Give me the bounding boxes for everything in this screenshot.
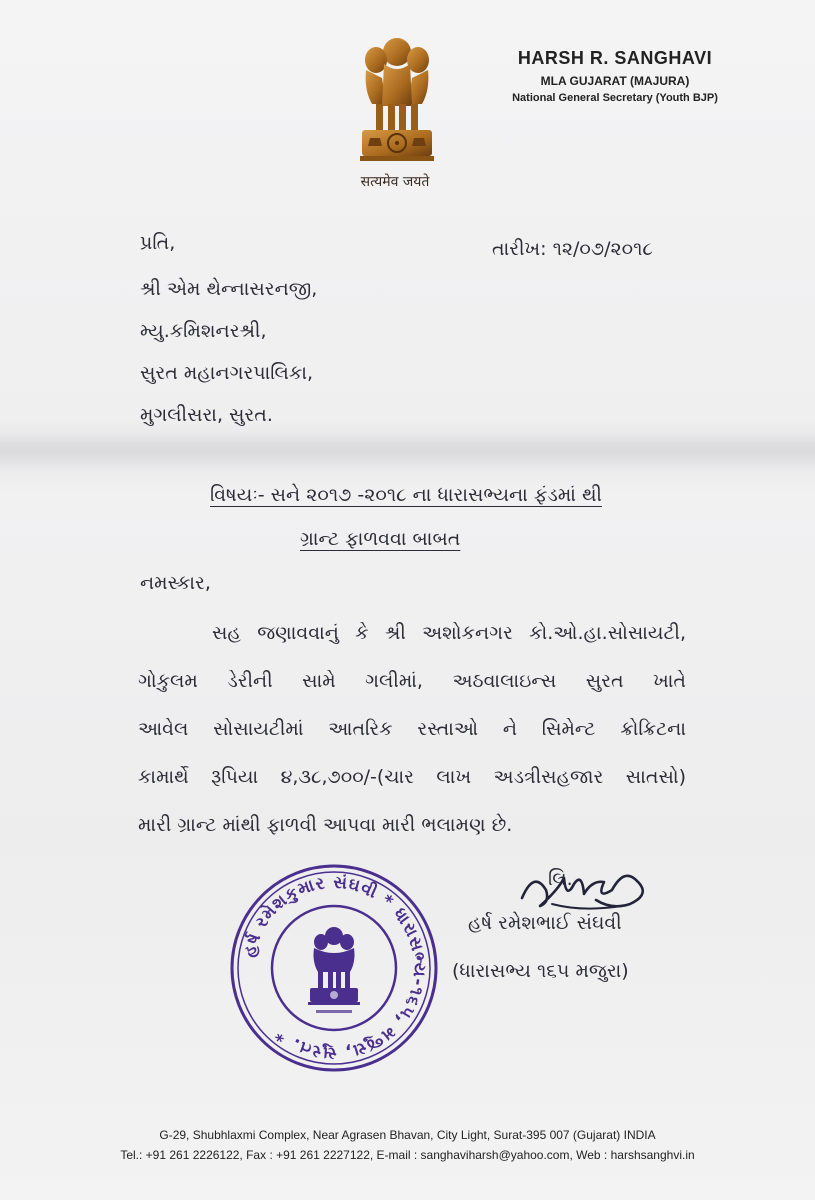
seal-ring-text: હર્ષ રમેશકુમાર સંઘવી * ધારાસભ્ય-૧૬૫, મજુરા, સુરત. * bbox=[239, 872, 430, 1064]
to-label: પ્રતિ, bbox=[140, 232, 176, 254]
signatory-title: (ધારાસભ્ય ૧૬૫ મજુરા) bbox=[452, 960, 629, 982]
footer-contact: Tel.: +91 261 2226122, Fax : +91 261 2227122, E-mail : sanghaviharsh@yahoo.com, Web : harshsanghvi.in bbox=[120, 1148, 695, 1162]
recipient-line: મ્યુ.કમિશનરશ્રી, bbox=[140, 320, 267, 342]
body-line: મારી ગ્રાન્ટ માંથી ફાળવી આપવા મારી ભલામણ છે. bbox=[138, 814, 513, 836]
letterhead-name: HARSH R. SANGHAVI bbox=[517, 48, 713, 68]
body-line: ગોકુલમ ડેરીની સામે ગલીમાં, અઠવાલાઇન્સ સુરત ખાતે bbox=[138, 670, 686, 692]
signatory-name: હર્ષ રમેશભાઈ સંઘવી bbox=[468, 912, 622, 934]
body-line: સહ જણાવવાનું કે શ્રી અશોકનગર કો.ઓ.હા.સોસાયટી, bbox=[212, 622, 686, 644]
closing: લિ. bbox=[548, 868, 573, 890]
recipient-line: સુરત મહાનગરપાલિકા, bbox=[140, 362, 314, 384]
footer-address: G-29, Shubhlaxmi Complex, Near Agrasen Bhavan, City Light, Surat-395 007 (Gujarat) INDIA bbox=[159, 1128, 656, 1142]
subject-line: વિષયઃ- સને ૨૦૧૭ -૨૦૧૮ ના ધારાસભ્યના ફંડમાં થી bbox=[210, 484, 602, 506]
body-line: આવેલ સોસાયટીમાં આતરિક રસ્તાઓ ને સિમેન્ટ ક્રોક્રિટના bbox=[138, 718, 686, 740]
letterhead-party-role: National General Secretary (Youth BJP) bbox=[512, 92, 718, 104]
official-seal-stamp-icon bbox=[228, 862, 440, 1074]
body-line: કામાર્થે રૂપિયા ૪,૩૮,૭૦૦/-(ચાર લાખ અડત્રીસહજાર સાતસો) bbox=[138, 766, 686, 788]
handwritten-signature-icon bbox=[512, 860, 662, 920]
subject-line: ગ્રાન્ટ ફાળવવા બાબત bbox=[300, 528, 461, 550]
paper-fold-shadow bbox=[0, 432, 815, 472]
recipient-line: મુગલીસરા, સુરત. bbox=[140, 404, 273, 426]
letterhead-designation: MLA GUJARAT (MAJURA) bbox=[540, 74, 690, 88]
recipient-line: શ્રી એમ થેન્નાસરનજી, bbox=[140, 278, 318, 300]
emblem-motto: सत्यमेव जयते bbox=[360, 174, 430, 190]
letter-date: તારીખ: ૧૨/૦૭/૨૦૧૮ bbox=[492, 238, 653, 260]
greeting: નમસ્કાર, bbox=[140, 572, 211, 594]
state-emblem-icon bbox=[352, 30, 442, 180]
